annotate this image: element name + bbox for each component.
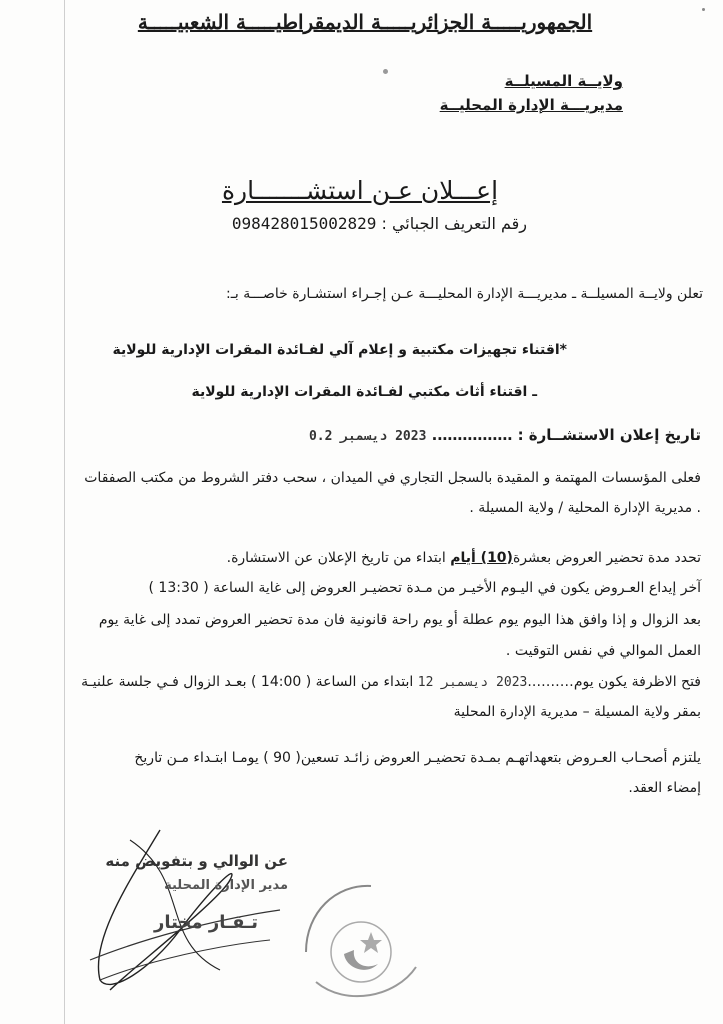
- official-seal: [296, 872, 426, 1012]
- announcement-date-line: [309, 426, 701, 444]
- handwritten-signature: [70, 820, 300, 1000]
- intro-paragraph: تعلن ولايــة المسيلــة ـ مديريـــة الإدارة المحليـــة عـن إجـراء استشـارة خاصـــة بـ:: [226, 286, 703, 302]
- wilaya-name: ولايــة المسيلــة: [504, 72, 623, 90]
- date-dots: …………….: [431, 426, 513, 444]
- body-paragraph: بمقر ولاية المسيلة – مديرية الإدارة المحلية: [453, 704, 701, 720]
- duration-days: (10) أيام: [450, 550, 513, 566]
- duration-pre: تحدد مدة تحضير العروض بعشرة: [512, 550, 701, 566]
- ink-speck: [702, 8, 705, 11]
- signature-delegation: عن الوالي و بتفويض منه: [105, 852, 288, 870]
- tax-id-line: [232, 214, 527, 233]
- body-paragraph: [11, 548, 701, 568]
- duration-post: ابتداء من تاريخ الإعلان عن الاستشارة.: [226, 550, 446, 566]
- body-paragraph: العمل الموالي في نفس التوقيت .: [505, 643, 701, 659]
- opening-post: ابتداء من الساعة ( 14:00 ) بعـد الزوال فـي جلسة علنيـة: [81, 674, 414, 690]
- body-paragraph: . مديرية الإدارة المحلية / ولاية المسيلة .: [469, 500, 701, 516]
- opening-date-stamp: 2023 ديسمبر 12: [417, 675, 528, 690]
- body-paragraph: فتح الاظرفة يكون يوم……….2023 ديسمبر 12 ابتداء من الساعة ( 14:00 ) بعـد الزوال فـي جلسة علنيـة: [81, 674, 701, 690]
- republic-header: الجمهوريـــــة الجزائريـــــة الديمقراطيـــــة الشعبيـــــة: [137, 10, 593, 34]
- opening-pre: فتح الاظرفة يكون يوم: [573, 674, 701, 690]
- tax-id-label: رقم التعريف الجبائي :: [381, 214, 527, 233]
- ink-speck: [383, 69, 388, 74]
- item-furniture: ـ اقتناء أثاث مكتبي لفـائدة المقرات الإدارية للولاية: [191, 384, 537, 400]
- announcement-title: إعـــلان عـن استشـــــــارة: [221, 176, 499, 205]
- body-paragraph: بعد الزوال و إذا وافق هذا اليوم يوم عطلة أو يوم راحة قانونية فان مدة تحضير العروض تمدد إلى غاية يوم: [98, 612, 701, 628]
- directorate-name: مديريـــة الإدارة المحليــة: [439, 96, 623, 114]
- item-equipment: *اقتناء تجهيزات مكتبية و إعلام آلي لفـائدة المقرات الإدارية للولاية: [112, 342, 567, 358]
- signature-name: تـقـار مختار: [154, 912, 258, 933]
- date-label: تاريخ إعلان الاستشــارة :: [517, 426, 701, 444]
- body-paragraph: آخر إيداع العـروض يكون في اليـوم الأخيـر من مـدة تحضيـر العروض إلى غاية الساعة ( 13:30 ): [148, 580, 701, 596]
- tax-id-value: 098428015002829: [231, 214, 377, 233]
- date-stamp: 2023 ديسمبر 0.2: [308, 429, 427, 444]
- signature-title: مدير الإدارة المحلية: [164, 878, 288, 893]
- body-paragraph: يلتزم أصحـاب العـروض بتعهداتهـم بمـدة تحضيـر العروض زائـد تسعين( 90 ) يومـا ابتـداء مـن تاريخ: [134, 750, 701, 766]
- body-paragraph: فعلى المؤسسات المهتمة و المقيدة بالسجل التجاري في الميدان ، سحب دفتر الشروط من مكتب الصفقات: [84, 470, 701, 486]
- body-paragraph: إمضاء العقد.: [628, 780, 701, 796]
